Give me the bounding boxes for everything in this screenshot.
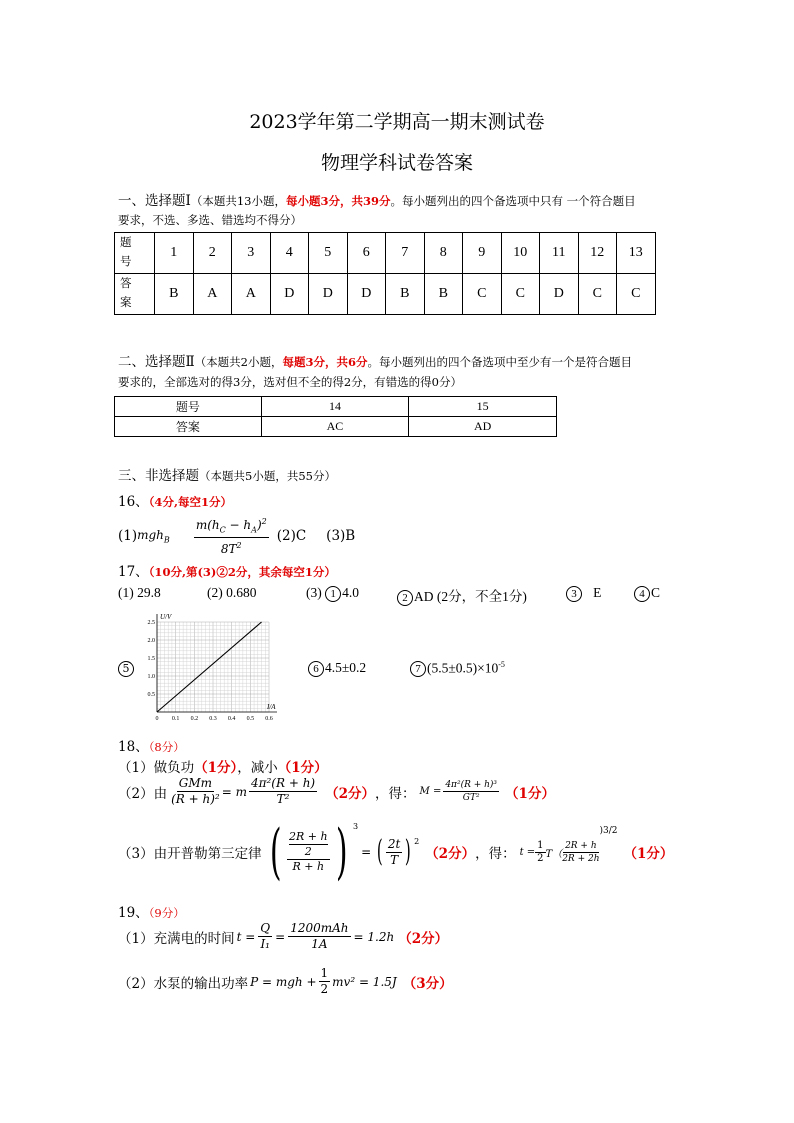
table-cell: 9 — [463, 233, 502, 274]
section2-heading-line — [118, 350, 632, 370]
row-head-answer: 答案 — [115, 417, 262, 437]
section1-answer-table — [114, 232, 656, 315]
table-cell: 8 — [424, 233, 463, 274]
q16-a1-label: (1) — [118, 527, 138, 544]
circled-number-2: 2 — [397, 590, 413, 606]
q17-a3-6: 6 4.5±0.2 — [308, 660, 366, 677]
q18-heading — [118, 735, 185, 755]
q16-a1-expr: mgh$_B$ — [137, 527, 170, 544]
q17-answers — [118, 585, 161, 601]
x-tick-label: 0.3 — [209, 716, 217, 722]
circled-number-4: 4 — [634, 586, 650, 602]
table-cell: 6 — [347, 233, 386, 274]
table-cell: 4 — [270, 233, 309, 274]
table-cell: 7 — [386, 233, 425, 274]
q18-kepler-left: ( 2R + h 2 R + h ) $^3$ — [269, 817, 359, 887]
section2-heading: 二、选择题Ⅱ — [118, 354, 195, 370]
q17-score: （10分,第(3)②2分，其余每空1分） — [148, 565, 336, 579]
q19-score: （9分） — [148, 906, 185, 920]
section3-heading: 三、非选择题 — [118, 468, 199, 484]
table-row-numbers — [115, 233, 656, 274]
q19-heading — [118, 901, 185, 921]
q17-heading — [118, 560, 336, 580]
table-cell: D — [347, 274, 386, 315]
x-tick-label: 0.1 — [171, 716, 180, 722]
q16-a3: (3)B — [326, 527, 356, 544]
chart-grid — [157, 622, 269, 712]
q16-a1-fraction: $\frac{m(h_C - h_A)^2}{8T^2}$ — [194, 514, 269, 557]
q18-score: （8分） — [148, 740, 185, 754]
table-cell: 5 — [309, 233, 348, 274]
q16-score: （4分,每空1分） — [148, 495, 232, 509]
q16-answers — [118, 514, 355, 557]
x-tick-label: 0 — [155, 716, 159, 722]
table-cell: C — [578, 274, 617, 315]
table-cell: AD — [409, 417, 557, 437]
section2-note-red: 每题3分，共6分 — [282, 355, 368, 369]
section2-note-c: 要求的，全部选对的得3分，选对但不全的得2分，有错选的得0分） — [118, 375, 462, 389]
page-subtitle: 物理学科试卷答案 — [320, 152, 473, 174]
table-cell: C — [617, 274, 656, 315]
q18-frac-centripetal: $\frac{\text{4π²(R + h)}}{\text{T²}}$ — [250, 776, 316, 806]
section1-note-a: （本题共13小题， — [190, 194, 286, 208]
q18-line3: （3）由开普勒第三定律 ( 2R + h 2 R + h ) $^3$ = ( $\frac{2t}{T}$ ) $^2$ （2分） ，得： t = $\frac{1}{2}$ T（ $\frac{2R + h}{2R + 2h}$ )3/2 （1分） — [118, 817, 674, 887]
col-head-number: 题号 — [115, 397, 262, 417]
y-tick-label: 1.5 — [147, 656, 155, 662]
q16-a2: (2)C — [276, 527, 307, 544]
q17-a3-2: 2 AD (2分，不全1分) — [397, 585, 527, 606]
x-tick-label: 0.5 — [246, 716, 255, 722]
table-row-numbers — [115, 397, 557, 417]
q18-line2: （2）由 $\frac{\text{GMm}}{\text{(R + h)²}}$ = m $\frac{\text{4π²(R + h)}}{\text{T²}}$ （2分） ，得： M = $\frac{\text{4π²(R + h)³}}{\text{GT²}}$ （1分） — [118, 776, 555, 806]
table-row-answers — [115, 417, 557, 437]
table-cell: 15 — [409, 397, 557, 417]
section1-heading-line — [118, 189, 636, 209]
x-tick-label: 0.4 — [227, 716, 236, 722]
table-cell: 12 — [578, 233, 617, 274]
q17-label: 17、 — [118, 564, 149, 580]
circled-number-7: 7 — [410, 661, 426, 677]
section1-note-b: 。每小题列出的四个备选项中只有 一个符合题目 — [390, 194, 636, 208]
table-cell: C — [463, 274, 502, 315]
table-cell: A — [232, 274, 271, 315]
table-cell: B — [424, 274, 463, 315]
q19-line1: （1）充满电的时间 t = $\frac{Q}{\text{I₁}}$ = $\frac{\text{1200mAh}}{1A}$ = 1.2h （2分） — [118, 921, 449, 951]
table-cell: 10 — [501, 233, 540, 274]
table-cell: 3 — [232, 233, 271, 274]
q17-a3-4: 4 C — [634, 585, 660, 602]
q17-a3-7: 7 $(5.5\pm 0.5)\times 10^{-5}$ — [410, 660, 505, 677]
q17-a3-5 — [118, 660, 135, 677]
x-tick-label: 0.6 — [265, 716, 273, 722]
q18-label: 18、 — [118, 739, 149, 755]
section3-note: （本题共5小题，共55分） — [199, 469, 336, 483]
x-tick-label: 0.2 — [190, 716, 199, 722]
row-head-number: 题 号 — [115, 233, 155, 274]
q16-heading — [118, 490, 232, 510]
q17-a3-3: 3 E — [566, 585, 601, 602]
table-cell: 13 — [617, 233, 656, 274]
section1-note-red: 每小题3分，共39分 — [285, 194, 391, 208]
section3-heading-line — [118, 464, 336, 484]
chart-ylabel: U/V — [160, 613, 172, 621]
table-cell: 2 — [193, 233, 232, 274]
section1-heading: 一、选择题Ⅰ — [118, 193, 191, 209]
table-cell: 11 — [540, 233, 579, 274]
page-title: 2023学年第二学期高一期末测试卷 — [249, 111, 545, 133]
q19-label: 19、 — [118, 905, 149, 921]
q17-a3-1: (3) 1 4.0 — [306, 585, 359, 600]
q18-frac-mass: $\frac{\text{4π²(R + h)³}}{\text{GT²}}$ — [445, 780, 498, 803]
table-cell: B — [155, 274, 194, 315]
table-cell: D — [309, 274, 348, 315]
q18-frac-gravity: $\frac{\text{GMm}}{\text{(R + h)²}}$ — [171, 776, 220, 806]
table-cell: C — [501, 274, 540, 315]
chart-xlabel: I/A — [267, 703, 276, 711]
y-tick-label: 2.5 — [147, 620, 155, 626]
y-tick-label: 0.5 — [147, 692, 155, 698]
circled-number-1: 1 — [325, 586, 341, 602]
section2-note-b: 。每小题列出的四个备选项中至少有一个是符合题目 — [367, 355, 633, 369]
y-tick-label: 2.0 — [147, 638, 155, 644]
table-cell: 14 — [261, 397, 409, 417]
table-cell: AC — [261, 417, 409, 437]
q16-label: 16、 — [118, 494, 149, 510]
table-cell: D — [540, 274, 579, 315]
y-tick-label: 1.0 — [147, 674, 155, 680]
q19-line2: （2）水泵的输出功率 P = mgh + $\frac{1}{2}$ mv² = 1.5J （3分） — [118, 966, 453, 996]
chart-axes — [157, 614, 277, 712]
q17-ui-chart — [145, 610, 285, 722]
circled-number-5: 5 — [118, 661, 134, 677]
circled-number-6: 6 — [308, 661, 324, 677]
q17-a1: (1) 29.8 — [118, 585, 161, 600]
q18-kepler-right: ( $\frac{2t}{T}$ ) $^2$ — [377, 834, 420, 869]
section1-note-c: 要求，不选、多选、错选均不得分） — [118, 213, 302, 227]
q18-line1: （1）做负功（1分），减小（1分） — [118, 760, 328, 776]
row-head-answer: 答 案 — [115, 274, 155, 315]
table-cell: 1 — [155, 233, 194, 274]
table-cell: A — [193, 274, 232, 315]
section2-note-a: （本题共2小题， — [194, 355, 283, 369]
table-cell: B — [386, 274, 425, 315]
circled-number-3: 3 — [566, 586, 582, 602]
table-cell: D — [270, 274, 309, 315]
section2-answer-table — [114, 396, 557, 437]
q17-a2: (2) 0.680 — [207, 585, 257, 600]
table-row-answers — [115, 274, 656, 315]
